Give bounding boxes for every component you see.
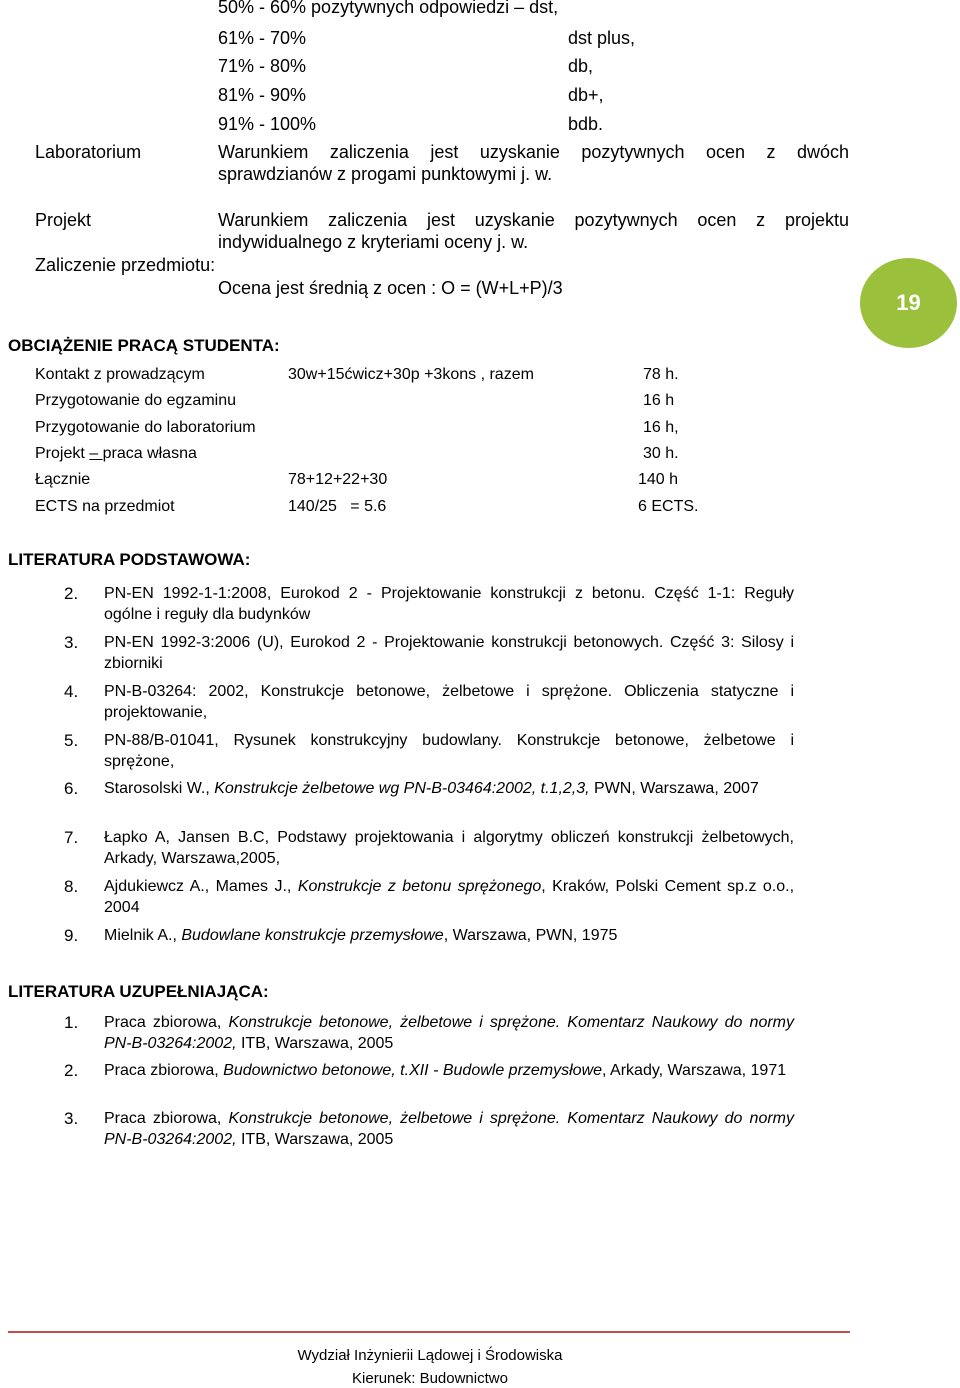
- workload-item: ECTS na przedmiot: [35, 498, 175, 515]
- workload-detail: 30w+15ćwicz+30p +3kons , razem: [288, 366, 534, 383]
- workload-item-post: praca własna: [102, 445, 197, 462]
- workload-hours: 30 h.: [643, 445, 679, 462]
- workload-item: Przygotowanie do laboratorium: [35, 419, 256, 436]
- project-condition-line2: indywidualnego z kryteriami oceny j. w.: [218, 232, 529, 252]
- workload-item: Przygotowanie do egzaminu: [35, 392, 237, 409]
- lab-condition-line1: Warunkiem zaliczenia jest uzyskanie pozytywnych ocen z dwóch: [218, 142, 849, 162]
- literature-entry: [104, 1012, 794, 1054]
- literature-author: Praca zbiorowa,: [104, 1110, 229, 1127]
- literature-publisher: ITB, Warszawa, 2005: [236, 1035, 394, 1052]
- page-number-badge: 19: [860, 258, 957, 348]
- literature-entry: PN-B-03264: 2002, Konstrukcje betonowe, żelbetowe i sprężone. Obliczenia statyczne i projektowanie,: [104, 683, 794, 721]
- footer-rule: [8, 1331, 850, 1333]
- literature-publisher: ITB, Warszawa, 2005: [236, 1131, 394, 1148]
- literature-number: 2.: [64, 584, 79, 603]
- footer-field: Kierunek: Budownictwo: [352, 1370, 508, 1387]
- lab-condition-line2: sprawdzianów z progami punktowymi j. w.: [218, 164, 553, 184]
- grade-value: bdb.: [568, 114, 604, 134]
- literature-number: 1.: [64, 1013, 79, 1032]
- literature-number: 5.: [64, 731, 79, 750]
- grade-value: db+,: [568, 85, 604, 105]
- project-condition-line1: Warunkiem zaliczenia jest uzyskanie pozytywnych ocen z projektu: [218, 210, 849, 230]
- literature-author: Ajdukiewcz A., Mames J.,: [104, 878, 298, 895]
- workload-item: Kontakt z prowadzącym: [35, 366, 205, 383]
- workload-item: [35, 444, 197, 464]
- literature-entry: PN-EN 1992-3:2006 (U), Eurokod 2 - Projektowanie konstrukcji betonowych. Część 3: Silosy i zbiorniki: [104, 634, 794, 672]
- workload-detail: 78+12+22+30: [288, 471, 388, 488]
- literature-number: 8.: [64, 877, 79, 896]
- workload-hours: 140 h: [638, 471, 679, 488]
- literature-publisher: , Kraków, Polski Cement sp.z o.o., 2004: [104, 878, 795, 916]
- literature-title: Budownictwo betonowe, t.XII - Budowle przemysłowe: [223, 1062, 603, 1079]
- literature-title: Konstrukcje żelbetowe wg PN-B-03464:2002, t.1,2,3,: [214, 780, 590, 797]
- literature-number: 6.: [64, 779, 79, 798]
- grade-range: 61% - 70%: [218, 28, 307, 48]
- literature-number: 3.: [64, 633, 79, 652]
- literature-basic-heading: LITERATURA PODSTAWOWA:: [8, 550, 251, 569]
- literature-author: Mielnik A.,: [104, 927, 182, 944]
- workload-detail: 140/25 = 5.6: [288, 498, 387, 515]
- literature-entry: [104, 778, 794, 799]
- literature-title: Budowlane konstrukcje przemysłowe: [181, 927, 444, 944]
- literature-number: 3.: [64, 1109, 79, 1128]
- literature-author: Praca zbiorowa,: [104, 1014, 229, 1031]
- literature-author: Starosolski W.,: [104, 780, 215, 797]
- literature-number: 4.: [64, 682, 79, 701]
- literature-extra-heading: LITERATURA UZUPEŁNIAJĄCA:: [8, 982, 269, 1001]
- literature-author: Praca zbiorowa,: [104, 1062, 224, 1079]
- literature-title: Konstrukcje betonowe, żelbetowe i sprężone. Komentarz Naukowy do normy PN-B-03264:2002,: [104, 1014, 795, 1052]
- grade-range: 81% - 90%: [218, 85, 307, 105]
- lab-label: Laboratorium: [35, 142, 142, 162]
- literature-entry: [104, 1108, 794, 1150]
- literature-title: Konstrukcje z betonu sprężonego: [297, 878, 542, 895]
- literature-entry: PN-EN 1992-1-1:2008, Eurokod 2 - Projektowanie konstrukcji z betonu. Część 1-1: Reguły ogólne i reguły dla budynków: [104, 585, 794, 623]
- literature-entry: PN-88/B-01041, Rysunek konstrukcyjny budowlany. Konstrukcje betonowe, żelbetowe i sprężone,: [104, 732, 794, 770]
- workload-hours: 16 h,: [643, 419, 679, 436]
- workload-item-dash: –: [89, 445, 103, 462]
- workload-item-pre: Projekt: [35, 445, 90, 462]
- subject-formula: Ocena jest średnią z ocen : O = (W+L+P)/3: [218, 278, 563, 298]
- workload-item: Łącznie: [35, 471, 91, 488]
- grade-range: 91% - 100%: [218, 114, 317, 134]
- grade-value: db,: [568, 56, 594, 76]
- workload-hours: 6 ECTS.: [638, 498, 699, 515]
- footer-faculty: Wydział Inżynierii Lądowej i Środowiska: [297, 1347, 563, 1364]
- literature-publisher: PWN, Warszawa, 2007: [589, 780, 759, 797]
- literature-publisher: , Arkady, Warszawa, 1971: [602, 1062, 787, 1079]
- project-label: Projekt: [35, 210, 92, 230]
- literature-number: 9.: [64, 926, 79, 945]
- literature-entry: [104, 925, 794, 946]
- workload-hours: 78 h.: [643, 366, 679, 383]
- literature-number: 7.: [64, 828, 79, 847]
- literature-number: 2.: [64, 1061, 79, 1080]
- workload-hours: 16 h: [643, 392, 675, 409]
- subject-label: Zaliczenie przedmiotu:: [35, 255, 216, 275]
- grade-value: dst plus,: [568, 28, 636, 48]
- literature-entry: Łapko A, Jansen B.C, Podstawy projektowania i algorytmy obliczeń konstrukcji żelbetowych, Arkady, Warszawa,2005,: [104, 829, 794, 867]
- grade-row-1: 50% - 60% pozytywnych odpowiedzi – dst,: [218, 0, 559, 17]
- grade-range: 71% - 80%: [218, 56, 307, 76]
- literature-publisher: , Warszawa, PWN, 1975: [443, 927, 618, 944]
- literature-title: Konstrukcje betonowe, żelbetowe i sprężone. Komentarz Naukowy do normy PN-B-03264:2002,: [104, 1110, 795, 1148]
- literature-entry: [104, 876, 794, 918]
- workload-heading: OBCIĄŻENIE PRACĄ STUDENTA:: [8, 336, 280, 355]
- literature-entry: [104, 1060, 794, 1081]
